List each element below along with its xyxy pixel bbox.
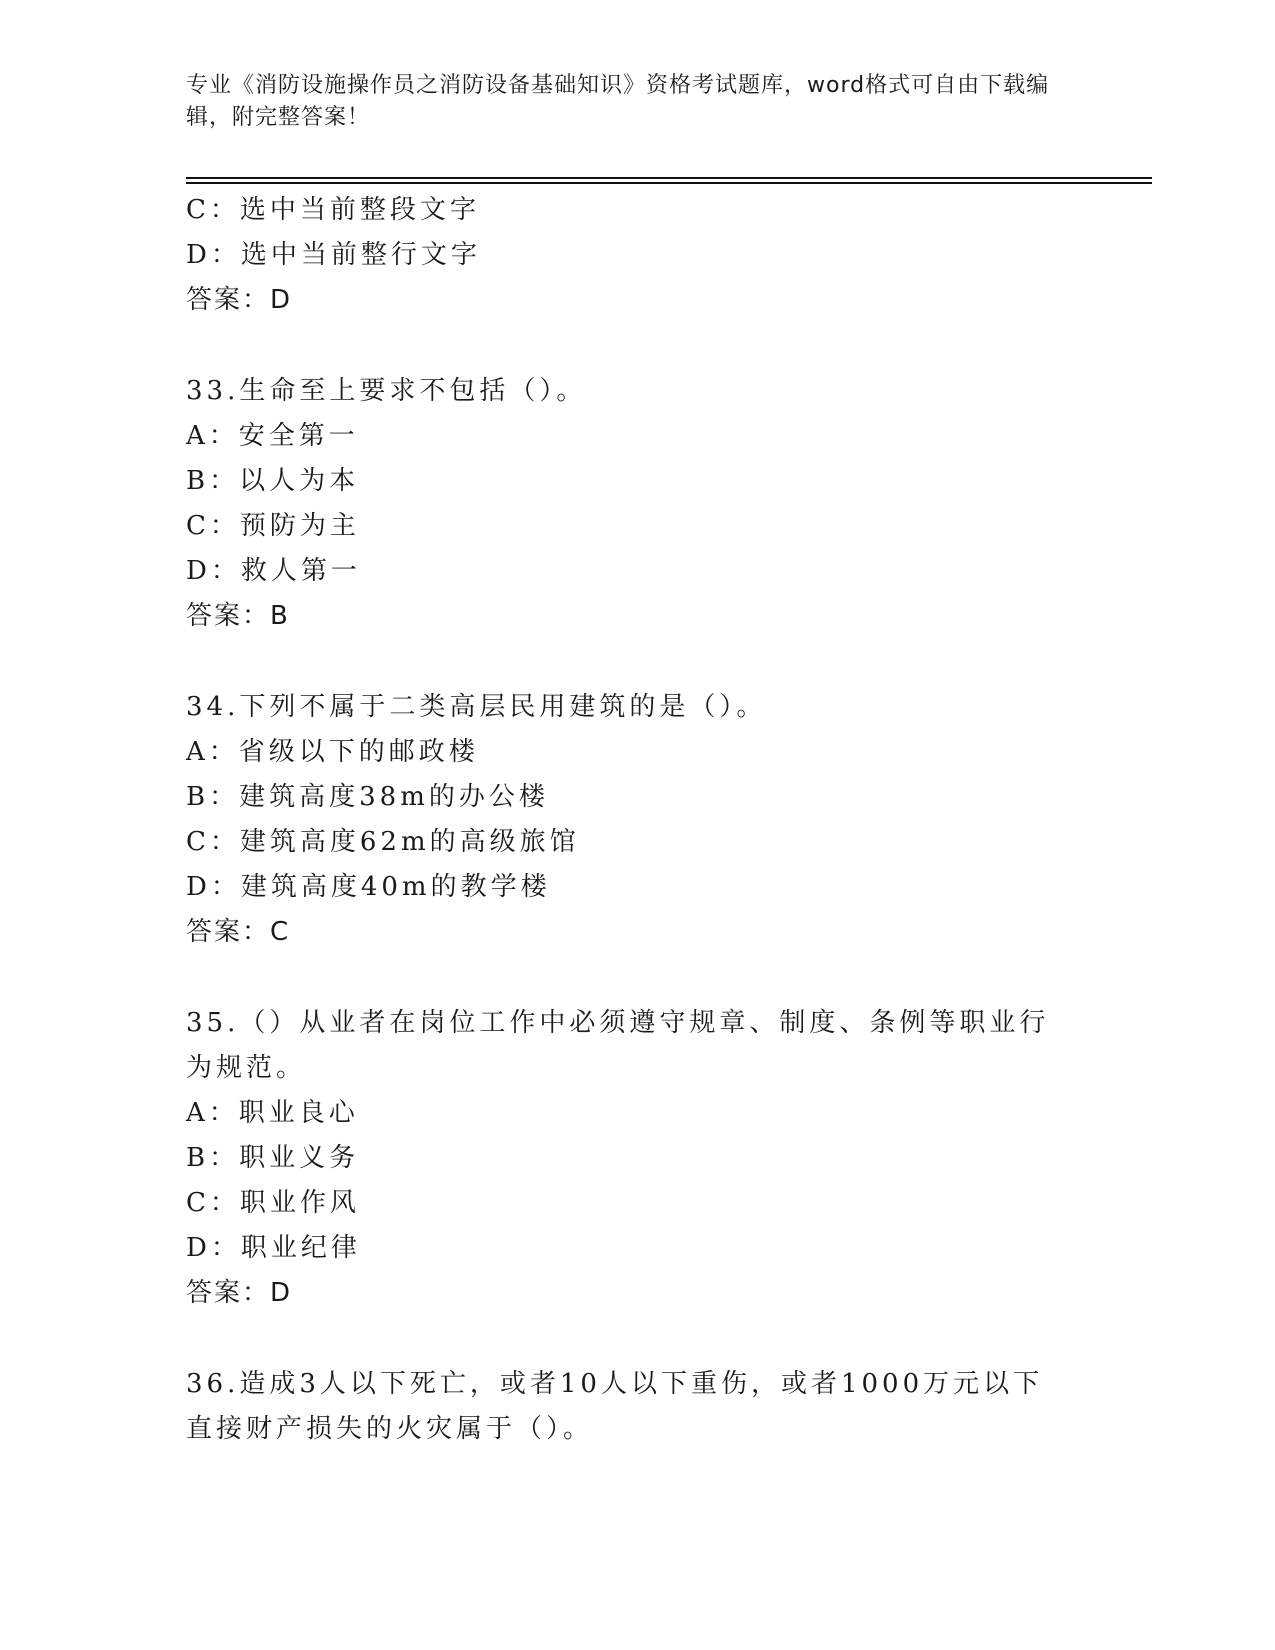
answer-line: 答案：D	[186, 285, 293, 315]
option-a: A：省级以下的邮政楼	[186, 737, 479, 767]
question-text: 35.（）从业者在岗位工作中必须遵守规章、制度、条例等职业行为规范。	[186, 1008, 1050, 1083]
question-block-33	[186, 369, 1086, 639]
question-text: 33.生命至上要求不包括（）。	[186, 376, 587, 406]
header-rule-top	[186, 177, 1152, 179]
answer-line: 答案：C	[186, 917, 291, 947]
question-block-prev	[186, 188, 1086, 323]
option-b: B：以人为本	[186, 466, 360, 496]
spacer	[186, 955, 1086, 1001]
option-d: D：职业纪律	[186, 1233, 361, 1263]
header-rule-bottom	[186, 182, 1152, 184]
option-b: B：职业义务	[186, 1143, 360, 1173]
spacer	[186, 323, 1086, 369]
question-block-36	[186, 1362, 1086, 1452]
spacer	[186, 1316, 1086, 1362]
option-c: C：预防为主	[186, 511, 360, 541]
option-a: A：安全第一	[186, 421, 359, 451]
option-d: D：救人第一	[186, 556, 361, 586]
question-block-35	[186, 1001, 1086, 1316]
option-b: B：建筑高度38m的办公楼	[186, 782, 549, 812]
option-a: A：职业良心	[186, 1098, 359, 1128]
header-title: 专业《消防设施操作员之消防设备基础知识》资格考试题库，word格式可自由下载编辑，附完整答案！	[186, 73, 1050, 130]
option-d: D：选中当前整行文字	[186, 240, 481, 270]
document-header	[186, 70, 1066, 134]
option-c: C：选中当前整段文字	[186, 195, 480, 225]
answer-line: 答案：B	[186, 601, 290, 631]
question-text: 36.造成3人以下死亡，或者10人以下重伤，或者1000万元以下直接财产损失的火灾属于（）。	[186, 1369, 1044, 1444]
question-block-34	[186, 685, 1086, 955]
question-text: 34.下列不属于二类高层民用建筑的是（）。	[186, 692, 767, 722]
spacer	[186, 639, 1086, 685]
option-c: C：建筑高度62m的高级旅馆	[186, 827, 580, 857]
question-list	[186, 188, 1086, 1452]
option-c: C：职业作风	[186, 1188, 360, 1218]
answer-line: 答案：D	[186, 1278, 293, 1308]
option-d: D：建筑高度40m的教学楼	[186, 872, 551, 902]
